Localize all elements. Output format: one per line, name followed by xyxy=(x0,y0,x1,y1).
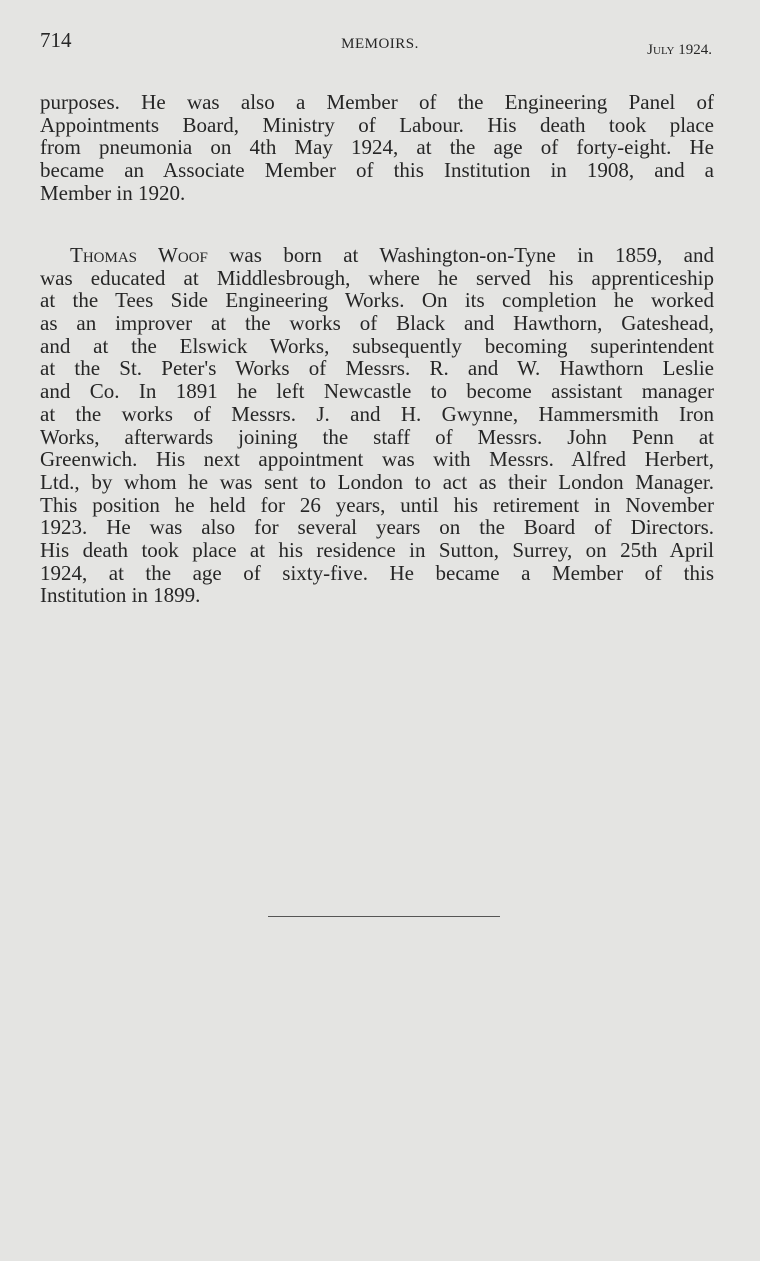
text-line: at the Tees Side Engineering Works. On its completion he worked xyxy=(40,288,714,313)
text-line: purposes. He was also a Member of the Engineering Panel of xyxy=(40,90,714,114)
text-line: as an improver at the works of Black and Hawthorn, Gateshead, xyxy=(40,311,714,336)
text-line: Ltd., by whom he was sent to London to act as their London Manager. xyxy=(40,469,714,494)
person-name: Thomas Woof xyxy=(70,243,208,267)
running-title: MEMOIRS. xyxy=(341,36,419,52)
text-line: was educated at Middlesbrough, where he served his apprenticeship xyxy=(40,265,714,290)
text-line: Greenwich. His next appointment was with Messrs. Alfred Herbert, xyxy=(40,447,714,472)
text-line: Institution in 1899. xyxy=(40,583,201,608)
text-line: from pneumonia on 4th May 1924, at the age of forty-eight. He xyxy=(40,135,714,160)
paragraph-thomas-woof xyxy=(40,244,714,607)
page-number: 714 xyxy=(40,28,72,52)
text-line xyxy=(40,244,714,267)
text-line: and Co. In 1891 he left Newcastle to become assistant manager xyxy=(40,379,714,404)
running-date: July 1924. xyxy=(647,42,712,58)
text-line: Works, afterwards joining the staff of Messrs. John Penn at xyxy=(40,424,714,449)
text-line: This position he held for 26 years, until his retirement in November xyxy=(40,492,714,517)
section-divider xyxy=(268,916,500,917)
text-line: His death took place at his residence in Sutton, Surrey, on 25th April xyxy=(40,537,714,562)
text-line: became an Associate Member of this Institution in 1908, and a xyxy=(40,158,714,183)
text-line: Member in 1920. xyxy=(40,180,186,205)
text-line: and at the Elswick Works, subsequently becoming superintendent xyxy=(40,333,714,358)
text-line: 1924, at the age of sixty-five. He became a Member of this xyxy=(40,560,714,585)
text-line: Appointments Board, Ministry of Labour. His death took place xyxy=(40,112,714,137)
text-line: at the St. Peter's Works of Messrs. R. and W. Hawthorn Leslie xyxy=(40,356,714,381)
text-line: 1923. He was also for several years on the Board of Directors. xyxy=(40,515,714,540)
paragraph-1 xyxy=(40,91,714,204)
text-span: was born at Washington-on-Tyne in 1859, and xyxy=(207,243,714,267)
text-line: at the works of Messrs. J. and H. Gwynne, Hammersmith Iron xyxy=(40,401,714,426)
